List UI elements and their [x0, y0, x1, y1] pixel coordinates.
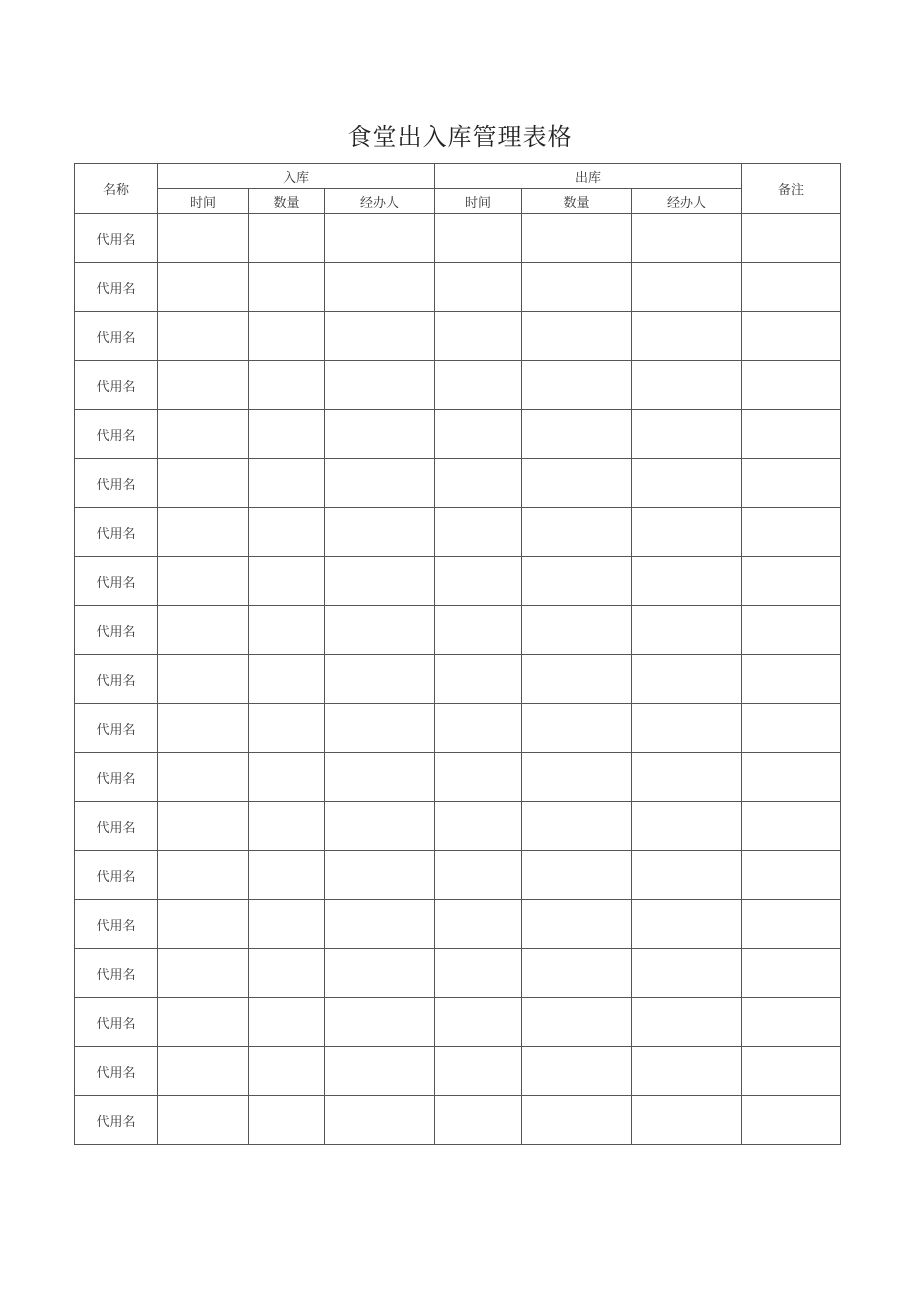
inbound-quantity-cell[interactable] [249, 557, 325, 606]
inbound-handler-cell[interactable] [325, 949, 435, 998]
inbound-handler-cell[interactable] [325, 459, 435, 508]
remarks-cell[interactable] [742, 1047, 841, 1096]
inbound-time-cell[interactable] [158, 410, 249, 459]
outbound-handler-cell[interactable] [632, 753, 742, 802]
remarks-cell[interactable] [742, 361, 841, 410]
inbound-time-cell[interactable] [158, 655, 249, 704]
outbound-quantity-cell[interactable] [522, 263, 632, 312]
outbound-time-cell[interactable] [435, 949, 522, 998]
inbound-quantity-cell[interactable] [249, 998, 325, 1047]
inbound-time-cell[interactable] [158, 263, 249, 312]
outbound-handler-cell[interactable] [632, 802, 742, 851]
outbound-quantity-cell[interactable] [522, 753, 632, 802]
outbound-handler-cell[interactable] [632, 1096, 742, 1145]
outbound-handler-cell[interactable] [632, 704, 742, 753]
table-row [75, 263, 841, 312]
inbound-handler-cell[interactable] [325, 1047, 435, 1096]
table-row [75, 704, 841, 753]
table-row [75, 1096, 841, 1145]
outbound-quantity-cell[interactable] [522, 949, 632, 998]
header-inbound-time: 时间 [158, 189, 249, 214]
remarks-cell[interactable] [742, 655, 841, 704]
inbound-handler-cell[interactable] [325, 557, 435, 606]
table-row [75, 410, 841, 459]
inbound-handler-cell[interactable] [325, 263, 435, 312]
outbound-handler-cell[interactable] [632, 508, 742, 557]
inbound-quantity-cell[interactable] [249, 459, 325, 508]
table-row [75, 998, 841, 1047]
table-row [75, 459, 841, 508]
outbound-quantity-cell[interactable] [522, 1047, 632, 1096]
inbound-quantity-cell[interactable] [249, 802, 325, 851]
outbound-handler-cell[interactable] [632, 851, 742, 900]
outbound-handler-cell[interactable] [632, 998, 742, 1047]
inbound-time-cell[interactable] [158, 214, 249, 263]
outbound-handler-cell[interactable] [632, 312, 742, 361]
outbound-quantity-cell[interactable] [522, 459, 632, 508]
inbound-quantity-cell[interactable] [249, 508, 325, 557]
outbound-handler-cell[interactable] [632, 459, 742, 508]
outbound-quantity-cell[interactable] [522, 851, 632, 900]
inbound-handler-cell[interactable] [325, 704, 435, 753]
table-row [75, 900, 841, 949]
remarks-cell[interactable] [742, 606, 841, 655]
remarks-cell[interactable] [742, 312, 841, 361]
outbound-handler-cell[interactable] [632, 900, 742, 949]
remarks-cell[interactable] [742, 949, 841, 998]
table-row [75, 949, 841, 998]
item-name-cell: 代用名 [75, 361, 158, 410]
outbound-time-cell[interactable] [435, 1047, 522, 1096]
inbound-time-cell[interactable] [158, 1047, 249, 1096]
inbound-time-cell[interactable] [158, 459, 249, 508]
inbound-handler-cell[interactable] [325, 508, 435, 557]
inbound-quantity-cell[interactable] [249, 851, 325, 900]
remarks-cell[interactable] [742, 214, 841, 263]
inbound-quantity-cell[interactable] [249, 1047, 325, 1096]
inbound-handler-cell[interactable] [325, 851, 435, 900]
outbound-quantity-cell[interactable] [522, 900, 632, 949]
outbound-time-cell[interactable] [435, 753, 522, 802]
inbound-time-cell[interactable] [158, 508, 249, 557]
inbound-time-cell[interactable] [158, 557, 249, 606]
table-row [75, 606, 841, 655]
inbound-quantity-cell[interactable] [249, 655, 325, 704]
inbound-quantity-cell[interactable] [249, 606, 325, 655]
outbound-handler-cell[interactable] [632, 214, 742, 263]
item-name-cell: 代用名 [75, 851, 158, 900]
item-name-cell: 代用名 [75, 508, 158, 557]
table-row [75, 361, 841, 410]
outbound-handler-cell[interactable] [632, 1047, 742, 1096]
header-outbound-quantity: 数量 [522, 189, 632, 214]
outbound-time-cell[interactable] [435, 1096, 522, 1145]
outbound-time-cell[interactable] [435, 655, 522, 704]
remarks-cell[interactable] [742, 851, 841, 900]
outbound-quantity-cell[interactable] [522, 410, 632, 459]
page-title: 食堂出入库管理表格 [347, 123, 573, 151]
table-row [75, 557, 841, 606]
outbound-quantity-cell[interactable] [522, 1096, 632, 1145]
outbound-handler-cell[interactable] [632, 410, 742, 459]
inbound-handler-cell[interactable] [325, 214, 435, 263]
inbound-handler-cell[interactable] [325, 312, 435, 361]
outbound-handler-cell[interactable] [632, 263, 742, 312]
outbound-handler-cell[interactable] [632, 606, 742, 655]
outbound-time-cell[interactable] [435, 312, 522, 361]
inbound-handler-cell[interactable] [325, 410, 435, 459]
outbound-quantity-cell[interactable] [522, 606, 632, 655]
outbound-time-cell[interactable] [435, 361, 522, 410]
item-name-cell: 代用名 [75, 753, 158, 802]
outbound-time-cell[interactable] [435, 606, 522, 655]
inbound-time-cell[interactable] [158, 753, 249, 802]
outbound-time-cell[interactable] [435, 459, 522, 508]
header-outbound: 出库 [435, 164, 742, 189]
header-row-top [75, 164, 841, 189]
item-name-cell: 代用名 [75, 900, 158, 949]
item-name-cell: 代用名 [75, 459, 158, 508]
inbound-time-cell[interactable] [158, 998, 249, 1047]
outbound-quantity-cell[interactable] [522, 361, 632, 410]
item-name-cell: 代用名 [75, 655, 158, 704]
outbound-time-cell[interactable] [435, 998, 522, 1047]
remarks-cell[interactable] [742, 900, 841, 949]
outbound-handler-cell[interactable] [632, 557, 742, 606]
item-name-cell: 代用名 [75, 557, 158, 606]
remarks-cell[interactable] [742, 704, 841, 753]
outbound-time-cell[interactable] [435, 704, 522, 753]
inbound-time-cell[interactable] [158, 606, 249, 655]
outbound-time-cell[interactable] [435, 900, 522, 949]
outbound-quantity-cell[interactable] [522, 998, 632, 1047]
inbound-quantity-cell[interactable] [249, 361, 325, 410]
outbound-quantity-cell[interactable] [522, 802, 632, 851]
outbound-quantity-cell[interactable] [522, 214, 632, 263]
item-name-cell: 代用名 [75, 998, 158, 1047]
item-name-cell: 代用名 [75, 1096, 158, 1145]
inbound-time-cell[interactable] [158, 361, 249, 410]
item-name-cell: 代用名 [75, 949, 158, 998]
table-row [75, 508, 841, 557]
inbound-quantity-cell[interactable] [249, 410, 325, 459]
remarks-cell[interactable] [742, 998, 841, 1047]
inbound-handler-cell[interactable] [325, 655, 435, 704]
inbound-handler-cell[interactable] [325, 998, 435, 1047]
inbound-handler-cell[interactable] [325, 802, 435, 851]
table-row [75, 655, 841, 704]
outbound-time-cell[interactable] [435, 410, 522, 459]
inbound-quantity-cell[interactable] [249, 704, 325, 753]
inbound-quantity-cell[interactable] [249, 900, 325, 949]
inventory-table [74, 163, 841, 1145]
remarks-cell[interactable] [742, 557, 841, 606]
outbound-time-cell[interactable] [435, 802, 522, 851]
header-inbound: 入库 [158, 164, 435, 189]
item-name-cell: 代用名 [75, 606, 158, 655]
outbound-quantity-cell[interactable] [522, 312, 632, 361]
outbound-quantity-cell[interactable] [522, 557, 632, 606]
item-name-cell: 代用名 [75, 410, 158, 459]
inbound-time-cell[interactable] [158, 802, 249, 851]
inbound-handler-cell[interactable] [325, 900, 435, 949]
inbound-quantity-cell[interactable] [249, 214, 325, 263]
inbound-time-cell[interactable] [158, 949, 249, 998]
inbound-quantity-cell[interactable] [249, 263, 325, 312]
outbound-handler-cell[interactable] [632, 361, 742, 410]
header-outbound-handler: 经办人 [632, 189, 742, 214]
header-outbound-time: 时间 [435, 189, 522, 214]
inbound-time-cell[interactable] [158, 312, 249, 361]
inbound-handler-cell[interactable] [325, 753, 435, 802]
table-row [75, 312, 841, 361]
outbound-handler-cell[interactable] [632, 655, 742, 704]
inbound-handler-cell[interactable] [325, 1096, 435, 1145]
remarks-cell[interactable] [742, 508, 841, 557]
header-remarks: 备注 [742, 164, 841, 214]
remarks-cell[interactable] [742, 1096, 841, 1145]
header-row-sub [75, 189, 841, 214]
table-row [75, 753, 841, 802]
remarks-cell[interactable] [742, 802, 841, 851]
inbound-handler-cell[interactable] [325, 361, 435, 410]
item-name-cell: 代用名 [75, 1047, 158, 1096]
outbound-quantity-cell[interactable] [522, 704, 632, 753]
inbound-quantity-cell[interactable] [249, 949, 325, 998]
outbound-time-cell[interactable] [435, 263, 522, 312]
item-name-cell: 代用名 [75, 704, 158, 753]
inbound-quantity-cell[interactable] [249, 1096, 325, 1145]
table-row [75, 1047, 841, 1096]
outbound-quantity-cell[interactable] [522, 508, 632, 557]
inbound-time-cell[interactable] [158, 900, 249, 949]
table-row [75, 851, 841, 900]
header-name: 名称 [75, 164, 158, 214]
inbound-time-cell[interactable] [158, 851, 249, 900]
remarks-cell[interactable] [742, 753, 841, 802]
outbound-time-cell[interactable] [435, 214, 522, 263]
header-inbound-handler: 经办人 [325, 189, 435, 214]
remarks-cell[interactable] [742, 263, 841, 312]
item-name-cell: 代用名 [75, 214, 158, 263]
header-inbound-quantity: 数量 [249, 189, 325, 214]
remarks-cell[interactable] [742, 459, 841, 508]
inbound-time-cell[interactable] [158, 704, 249, 753]
outbound-time-cell[interactable] [435, 557, 522, 606]
remarks-cell[interactable] [742, 410, 841, 459]
table-row [75, 802, 841, 851]
outbound-handler-cell[interactable] [632, 949, 742, 998]
outbound-quantity-cell[interactable] [522, 655, 632, 704]
outbound-time-cell[interactable] [435, 851, 522, 900]
item-name-cell: 代用名 [75, 312, 158, 361]
inbound-quantity-cell[interactable] [249, 312, 325, 361]
inbound-time-cell[interactable] [158, 1096, 249, 1145]
outbound-time-cell[interactable] [435, 508, 522, 557]
item-name-cell: 代用名 [75, 802, 158, 851]
table-row [75, 214, 841, 263]
inbound-handler-cell[interactable] [325, 606, 435, 655]
inbound-quantity-cell[interactable] [249, 753, 325, 802]
item-name-cell: 代用名 [75, 263, 158, 312]
